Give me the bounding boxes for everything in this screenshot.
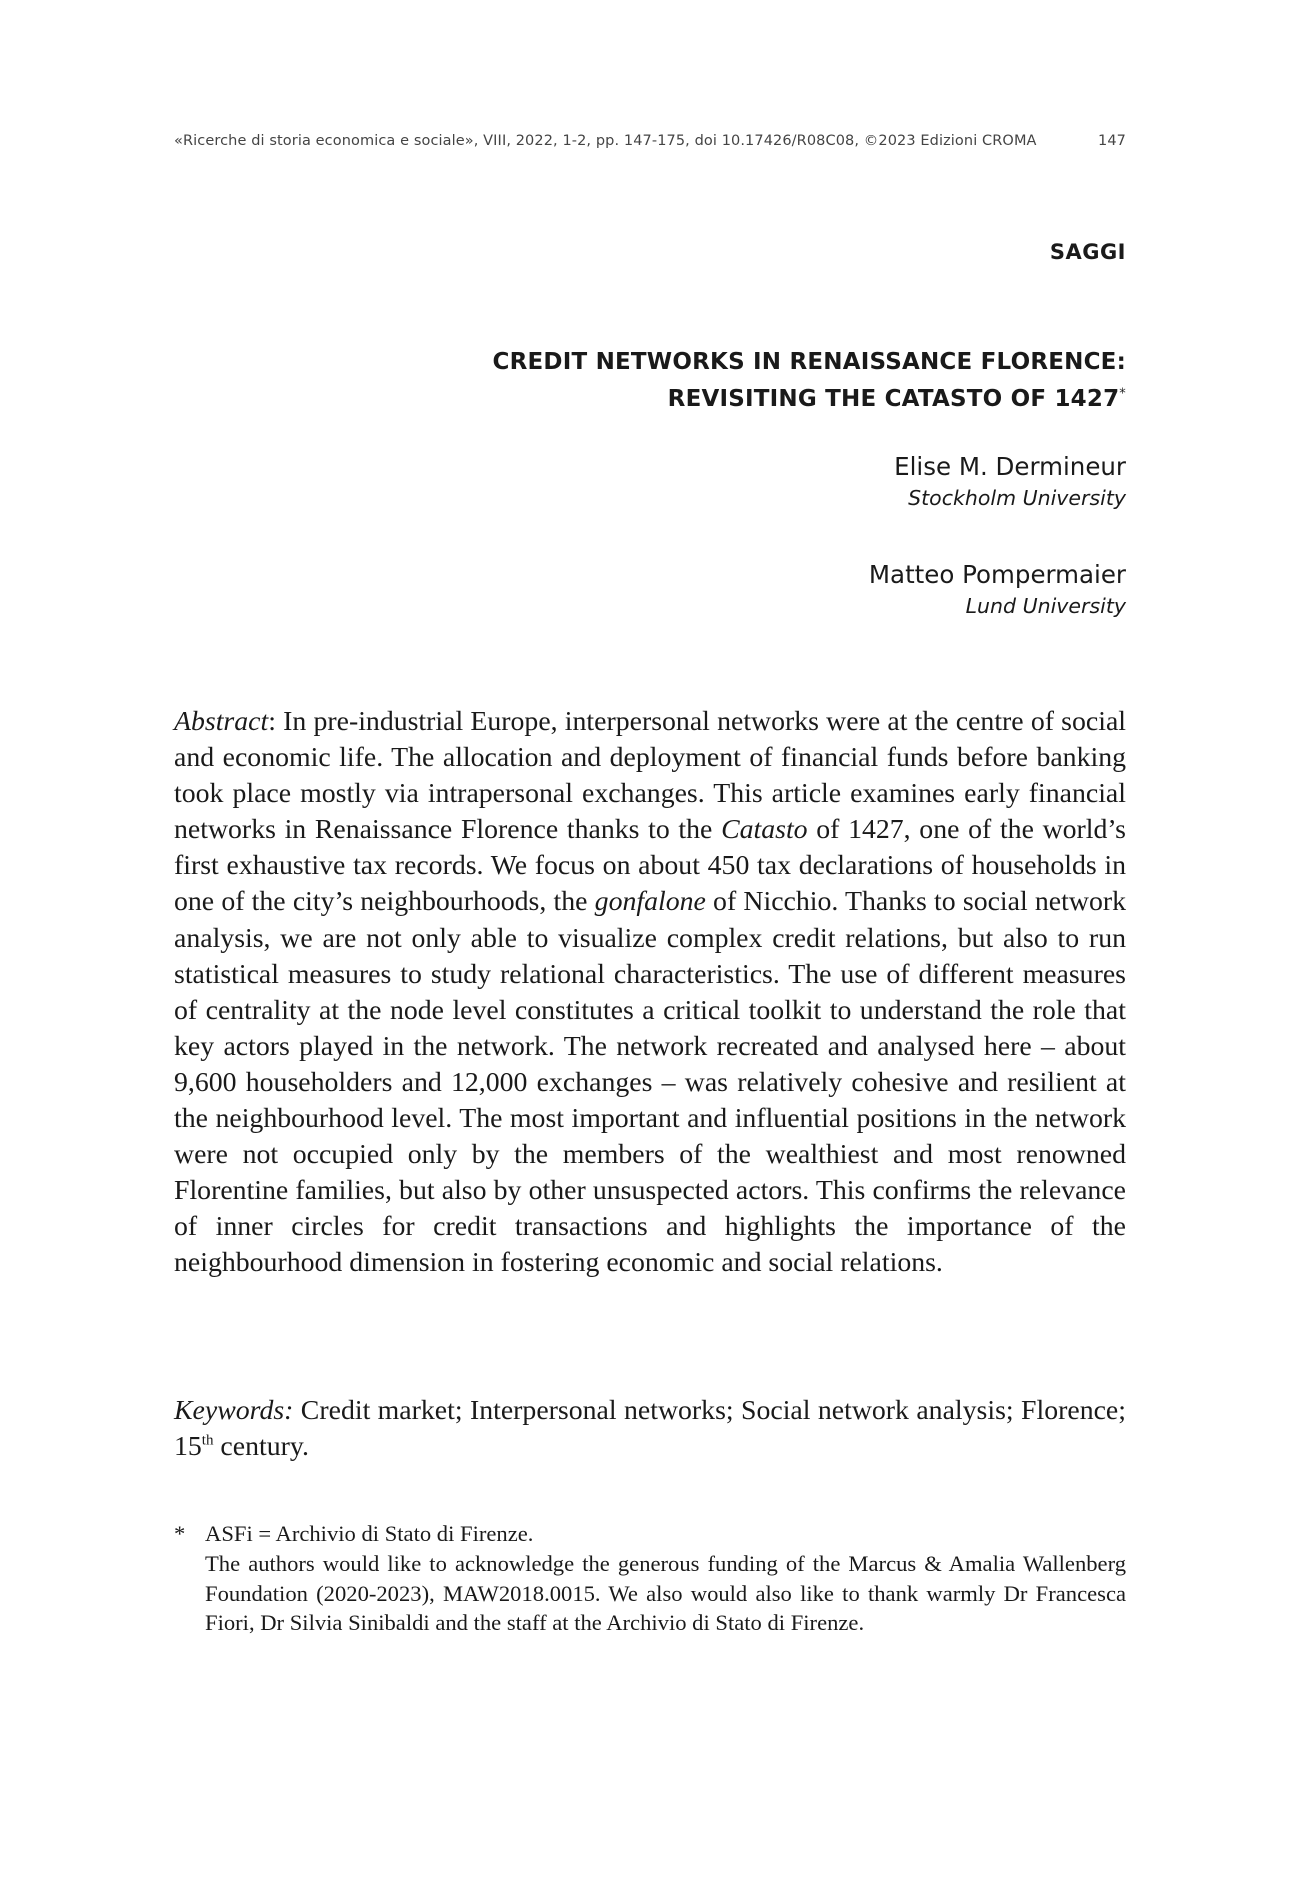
keywords-text: Credit market; Interpersonal networks; Social network analysis; Florence; 15: [174, 1395, 1126, 1463]
author-2: [869, 559, 1126, 621]
keywords: [174, 1393, 1126, 1465]
keywords-superscript: th: [201, 1432, 214, 1449]
running-head: [174, 133, 1126, 149]
abstract-text-2: of 1427, one of the world’s first exhaustive tax records. We focus on about 450 tax declarations of households in one of the city’s neighbourhoods, the: [174, 814, 1126, 918]
abstract-label: Abstract: [174, 706, 269, 737]
keywords-label: Keywords:: [174, 1395, 294, 1426]
author-name: Elise M. Dermineur: [894, 452, 1126, 481]
author-name: Matteo Pompermaier: [868, 560, 1126, 589]
footnote: [174, 1519, 1126, 1638]
abstract-text-3: of Nicchio. Thanks to social network analysis, we are not only able to visualize complex credit relations, but also to run statistical measures to study relational characteristics. The use of different measures of centrality at the node level constitutes a critical toolkit to understand the role that key actors played in the network. The network recreated and analysed here – about 9,600 householders and 12,000 exchanges – was relatively cohesive and resilient at the neighbourhood level. The most important and influential positions in the network were not occupied only by the members of the wealthiest and most renowned Florentine families, but also by other unsuspected actors. This confirms the relevance of inner circles for credit transactions and highlights the importance of the neighbourhood dimension in fostering economic and social relations.: [174, 886, 1126, 1279]
abstract-text-1: : In pre-industrial Europe, interpersonal networks were at the centre of social and economic life. The allocation and deployment of financial funds before banking took place mostly via intrapersonal exchanges. This article examines early financial networks in Renaissance Florence thanks to the: [174, 706, 1126, 846]
abstract-italic-catasto: Catasto: [721, 814, 808, 846]
author-affiliation: Stockholm University: [908, 486, 1126, 510]
page-number: 147: [1098, 133, 1126, 149]
abstract: [174, 704, 1126, 1282]
article-title: [493, 344, 1126, 418]
author-affiliation: Lund University: [965, 594, 1126, 618]
journal-citation: «Ricerche di storia economica e sociale», VIII, 2022, 1-2, pp. 147-175, doi 10.17426/R08C08, ©2023 Edizioni CROMA: [174, 133, 1037, 149]
author-1: [894, 451, 1126, 513]
title-line-2-text: REVISITING THE CATASTO OF 1427: [667, 386, 1120, 412]
title-line-1: CREDIT NETWORKS IN RENAISSANCE FLORENCE:: [492, 349, 1126, 375]
footnote-body: [205, 1519, 1126, 1638]
title-line-2: [493, 381, 1126, 418]
title-footnote-mark: *: [1119, 386, 1126, 402]
section-label: SAGGI: [1049, 240, 1126, 264]
footnote-line-2: The authors would like to acknowledge the generous funding of the Marcus & Amalia Wallenberg Foundation (2020-2023), MAW2018.0015. We also would also like to thank warmly Dr Francesca Fiori, Dr Silvia Sinibaldi and the staff at the Archivio di Stato di Firenze.: [205, 1550, 1126, 1636]
footnote-marker: *: [174, 1521, 186, 1546]
footnote-line-1: ASFi = Archivio di Stato di Firenze.: [205, 1521, 534, 1546]
keywords-tail: century.: [213, 1431, 309, 1463]
abstract-italic-gonfalone: gonfalone: [594, 886, 706, 918]
